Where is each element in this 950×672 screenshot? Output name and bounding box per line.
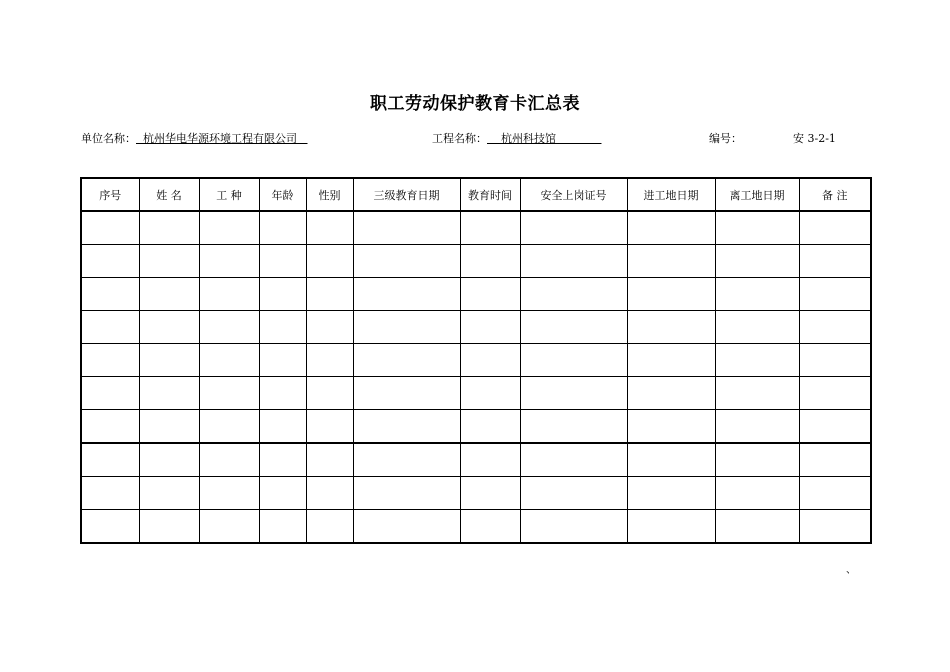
table-cell	[306, 344, 353, 377]
table-cell	[799, 278, 871, 311]
table-row	[81, 245, 871, 278]
table-cell	[715, 477, 799, 510]
table-cell	[799, 443, 871, 477]
table-cell	[199, 377, 259, 410]
table-cell	[259, 211, 306, 245]
table-cell	[799, 410, 871, 444]
table-cell	[199, 245, 259, 278]
table-cell	[353, 278, 460, 311]
table-row	[81, 211, 871, 245]
table-cell	[306, 510, 353, 544]
table-cell	[520, 311, 627, 344]
table-cell	[81, 245, 139, 278]
table-row	[81, 311, 871, 344]
table-cell	[259, 311, 306, 344]
table-cell	[139, 311, 199, 344]
table-cell	[306, 311, 353, 344]
table-cell	[799, 477, 871, 510]
table-cell	[81, 211, 139, 245]
table-cell	[520, 410, 627, 444]
table-cell	[520, 477, 627, 510]
table-cell	[199, 477, 259, 510]
table-cell	[460, 443, 520, 477]
table-cell	[460, 245, 520, 278]
table-cell	[306, 245, 353, 278]
table-cell	[715, 344, 799, 377]
table-cell	[353, 245, 460, 278]
table-cell	[353, 344, 460, 377]
table-cell	[627, 211, 715, 245]
table-cell	[353, 443, 460, 477]
table-cell	[460, 344, 520, 377]
project-name-label: 工程名称：	[432, 132, 487, 145]
table-cell	[139, 443, 199, 477]
header-seq: 序号	[81, 178, 139, 211]
table-cell	[199, 211, 259, 245]
header-job: 工 种	[199, 178, 259, 211]
table-cell	[259, 245, 306, 278]
table-row	[81, 443, 871, 477]
table-cell	[520, 344, 627, 377]
table-cell	[139, 211, 199, 245]
unit-name-label: 单位名称：	[81, 132, 136, 145]
table-cell	[306, 211, 353, 245]
summary-table	[80, 177, 872, 544]
table-cell	[715, 311, 799, 344]
table-cell	[460, 510, 520, 544]
header-age: 年龄	[259, 178, 306, 211]
table-cell	[306, 477, 353, 510]
table-cell	[799, 344, 871, 377]
table-cell	[139, 245, 199, 278]
table-row	[81, 510, 871, 544]
unit-name-field	[81, 130, 308, 146]
table-cell	[139, 510, 199, 544]
table-cell	[715, 410, 799, 444]
table-cell	[81, 377, 139, 410]
table-cell	[81, 278, 139, 311]
table-cell	[259, 377, 306, 410]
table-cell	[627, 311, 715, 344]
table-cell	[353, 311, 460, 344]
table-cell	[139, 344, 199, 377]
table-cell	[259, 278, 306, 311]
table-cell	[81, 410, 139, 444]
table-cell	[199, 344, 259, 377]
table-cell	[199, 278, 259, 311]
table-cell	[460, 211, 520, 245]
table-row	[81, 377, 871, 410]
table-cell	[715, 510, 799, 544]
header-gender: 性别	[306, 178, 353, 211]
table-cell	[353, 477, 460, 510]
table-cell	[199, 510, 259, 544]
table-cell	[259, 410, 306, 444]
table-cell	[81, 510, 139, 544]
table-cell	[715, 377, 799, 410]
table-cell	[81, 443, 139, 477]
table-cell	[353, 410, 460, 444]
table-cell	[520, 211, 627, 245]
table-cell	[715, 211, 799, 245]
table-cell	[199, 410, 259, 444]
table-cell	[520, 443, 627, 477]
table-cell	[460, 311, 520, 344]
table-cell	[520, 377, 627, 410]
table-cell	[199, 311, 259, 344]
table-cell	[353, 510, 460, 544]
table-row	[81, 410, 871, 444]
header-name: 姓 名	[139, 178, 199, 211]
header-edu-time: 教育时间	[460, 178, 520, 211]
table-row	[81, 278, 871, 311]
table-cell	[259, 510, 306, 544]
header-remarks: 备 注	[799, 178, 871, 211]
table-cell	[627, 344, 715, 377]
table-cell	[81, 477, 139, 510]
table-cell	[715, 245, 799, 278]
table-cell	[715, 443, 799, 477]
unit-name-value: 杭州华电华源环境工程有限公司	[143, 132, 297, 145]
table-cell	[259, 443, 306, 477]
number-label: 编号：	[709, 132, 742, 145]
table-cell	[627, 477, 715, 510]
table-cell	[520, 245, 627, 278]
table-cell	[627, 245, 715, 278]
table-cell	[81, 344, 139, 377]
table-cell	[799, 377, 871, 410]
table-row	[81, 477, 871, 510]
table-cell	[799, 211, 871, 245]
table-cell	[520, 510, 627, 544]
table-cell	[715, 278, 799, 311]
table-cell	[306, 278, 353, 311]
table-cell	[520, 278, 627, 311]
table-cell	[627, 377, 715, 410]
header-entry-date: 进工地日期	[627, 178, 715, 211]
table-cell	[627, 443, 715, 477]
header-cert-no: 安全上岗证号	[520, 178, 627, 211]
header-row	[81, 178, 871, 211]
table-row	[81, 344, 871, 377]
header-edu-date: 三级教育日期	[353, 178, 460, 211]
table-cell	[460, 377, 520, 410]
header-exit-date: 离工地日期	[715, 178, 799, 211]
trailing-mark: 、	[846, 565, 856, 576]
number-value: 安 3-2-1	[793, 132, 836, 145]
table-cell	[799, 245, 871, 278]
table-cell	[627, 510, 715, 544]
table-cell	[353, 377, 460, 410]
table-cell	[139, 377, 199, 410]
table-cell	[259, 477, 306, 510]
table-cell	[139, 278, 199, 311]
project-name-value: 杭州科技馆	[501, 132, 556, 145]
table-cell	[306, 410, 353, 444]
table-cell	[139, 410, 199, 444]
table-cell	[460, 477, 520, 510]
table-cell	[799, 311, 871, 344]
table-cell	[627, 278, 715, 311]
project-name-field	[432, 130, 601, 146]
table-cell	[306, 443, 353, 477]
table-cell	[259, 344, 306, 377]
page-title: 职工劳动保护教育卡汇总表	[370, 94, 580, 114]
table-cell	[139, 477, 199, 510]
table-cell	[199, 443, 259, 477]
table-cell	[353, 211, 460, 245]
table-cell	[627, 410, 715, 444]
table-cell	[799, 510, 871, 544]
table-cell	[306, 377, 353, 410]
table-cell	[460, 410, 520, 444]
table-cell	[460, 278, 520, 311]
table-cell	[81, 311, 139, 344]
